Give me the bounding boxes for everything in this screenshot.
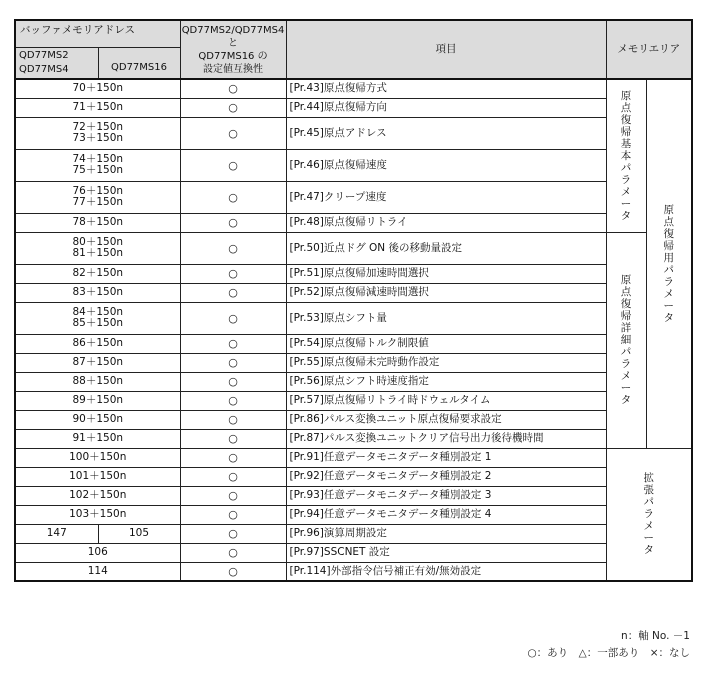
compat-cell: ○ (180, 334, 286, 353)
address-cell: 70＋150n (15, 79, 180, 98)
compat-cell: ○ (180, 543, 286, 562)
item-cell: [Pr.96]演算周期設定 (286, 524, 606, 543)
table-row (15, 524, 692, 543)
address-cell: 86＋150n (15, 334, 180, 353)
area-basic (606, 79, 646, 232)
item-cell: [Pr.86]パルス変換ユニット原点復帰要求設定 (286, 410, 606, 429)
compat-cell: ○ (180, 448, 286, 467)
table-row (15, 264, 692, 283)
address-cell: 89＋150n (15, 391, 180, 410)
compat-cell: ○ (180, 181, 286, 213)
table-row (15, 410, 692, 429)
compat-cell: ○ (180, 149, 286, 181)
compat-cell: ○ (180, 79, 286, 98)
table-row (15, 79, 692, 98)
address-cell-ms16: 105 (98, 524, 180, 543)
address-cell: 78＋150n (15, 213, 180, 232)
table-row (15, 391, 692, 410)
table-row (15, 181, 692, 213)
compat-cell: ○ (180, 505, 286, 524)
item-cell: [Pr.91]任意データモニタデータ種別設定 1 (286, 448, 606, 467)
table-row (15, 372, 692, 391)
item-cell: [Pr.48]原点復帰リトライ (286, 213, 606, 232)
compat-cell: ○ (180, 562, 286, 581)
area-extended-label: 拡張パラメータ (643, 472, 655, 557)
table-row (15, 232, 692, 264)
area-extended (606, 448, 692, 581)
address-cell: 83＋150n (15, 283, 180, 302)
compat-cell: ○ (180, 213, 286, 232)
item-cell: [Pr.87]パルス変換ユニットクリア信号出力後待機時間 (286, 429, 606, 448)
compat-cell: ○ (180, 117, 286, 149)
compat-cell: ○ (180, 372, 286, 391)
item-cell: [Pr.93]任意データモニタデータ種別設定 3 (286, 486, 606, 505)
table-row (15, 448, 692, 467)
header-model-ms16: QD77MS16 (98, 48, 180, 80)
address-cell: 87＋150n (15, 353, 180, 372)
table-row (15, 98, 692, 117)
address-cell: 71＋150n (15, 98, 180, 117)
table-row (15, 543, 692, 562)
header-model-ms2-ms4-text: QD77MS2 QD77MS4 (19, 50, 69, 75)
area-homing (646, 79, 692, 448)
item-cell: [Pr.50]近点ドグ ON 後の移動量設定 (286, 232, 606, 264)
address-cell: 100＋150n (15, 448, 180, 467)
table-row (15, 429, 692, 448)
compat-cell: ○ (180, 232, 286, 264)
address-cell-ms2-ms4: 147 (15, 524, 98, 543)
address-cell: 102＋150n (15, 486, 180, 505)
table-row (15, 562, 692, 581)
item-cell: [Pr.55]原点復帰未完時動作設定 (286, 353, 606, 372)
item-cell: [Pr.43]原点復帰方式 (286, 79, 606, 98)
address-cell: 76＋150n 77＋150n (15, 181, 180, 213)
item-cell: [Pr.45]原点アドレス (286, 117, 606, 149)
compat-cell: ○ (180, 486, 286, 505)
table-row (15, 117, 692, 149)
item-cell: [Pr.47]クリープ速度 (286, 181, 606, 213)
buffer-memory-table (14, 19, 693, 582)
address-cell: 103＋150n (15, 505, 180, 524)
address-cell: 74＋150n 75＋150n (15, 149, 180, 181)
table-row (15, 283, 692, 302)
item-cell: [Pr.46]原点復帰速度 (286, 149, 606, 181)
axis-note: n：軸 No. －1 (621, 630, 690, 642)
compat-cell: ○ (180, 302, 286, 334)
item-cell: [Pr.51]原点復帰加速時間選択 (286, 264, 606, 283)
address-cell: 82＋150n (15, 264, 180, 283)
address-cell: 88＋150n (15, 372, 180, 391)
table-row (15, 486, 692, 505)
table-row (15, 302, 692, 334)
compat-cell: ○ (180, 410, 286, 429)
area-detail-label: 原点復帰詳細パラメータ (620, 274, 632, 406)
area-detail (606, 232, 646, 448)
item-cell: [Pr.92]任意データモニタデータ種別設定 2 (286, 467, 606, 486)
item-cell: [Pr.52]原点復帰減速時間選択 (286, 283, 606, 302)
compat-cell: ○ (180, 264, 286, 283)
area-basic-label: 原点復帰基本パラメータ (620, 89, 632, 222)
header-item: 項目 (286, 20, 606, 79)
item-cell: [Pr.44]原点復帰方向 (286, 98, 606, 117)
item-cell: [Pr.56]原点シフト時速度指定 (286, 372, 606, 391)
item-cell: [Pr.114]外部指令信号補正有効/無効設定 (286, 562, 606, 581)
item-cell: [Pr.57]原点復帰リトライ時ドウェルタイム (286, 391, 606, 410)
item-cell: [Pr.54]原点復帰トルク制限値 (286, 334, 606, 353)
compat-cell: ○ (180, 283, 286, 302)
header-buffer-address: バッファメモリアドレス (15, 20, 180, 48)
compat-cell: ○ (180, 429, 286, 448)
compat-cell: ○ (180, 467, 286, 486)
header-model-ms2-ms4 (15, 48, 98, 80)
address-cell: 101＋150n (15, 467, 180, 486)
address-cell: 114 (15, 562, 180, 581)
address-cell: 72＋150n 73＋150n (15, 117, 180, 149)
address-cell: 106 (15, 543, 180, 562)
compat-cell: ○ (180, 391, 286, 410)
table-body (15, 79, 692, 581)
table-row (15, 334, 692, 353)
compat-cell: ○ (180, 353, 286, 372)
header-memory-area: メモリエリア (606, 20, 692, 79)
table-row (15, 505, 692, 524)
table-row (15, 467, 692, 486)
header-compatibility-text: QD77MS2/QD77MS4 と QD77MS16 の 設定値互換性 (181, 24, 285, 75)
compat-cell: ○ (180, 98, 286, 117)
address-cell: 91＋150n (15, 429, 180, 448)
compat-cell: ○ (180, 524, 286, 543)
address-cell: 90＋150n (15, 410, 180, 429)
address-cell: 84＋150n 85＋150n (15, 302, 180, 334)
table-row (15, 213, 692, 232)
item-cell: [Pr.97]SSCNET 設定 (286, 543, 606, 562)
header-compatibility (180, 20, 286, 79)
area-homing-label: 原点復帰用パラメータ (663, 203, 675, 324)
table-row (15, 353, 692, 372)
compat-legend: ○：あり △：一部あり ×：なし (527, 647, 690, 659)
item-cell: [Pr.94]任意データモニタデータ種別設定 4 (286, 505, 606, 524)
item-cell: [Pr.53]原点シフト量 (286, 302, 606, 334)
address-cell: 80＋150n 81＋150n (15, 232, 180, 264)
table-row (15, 149, 692, 181)
